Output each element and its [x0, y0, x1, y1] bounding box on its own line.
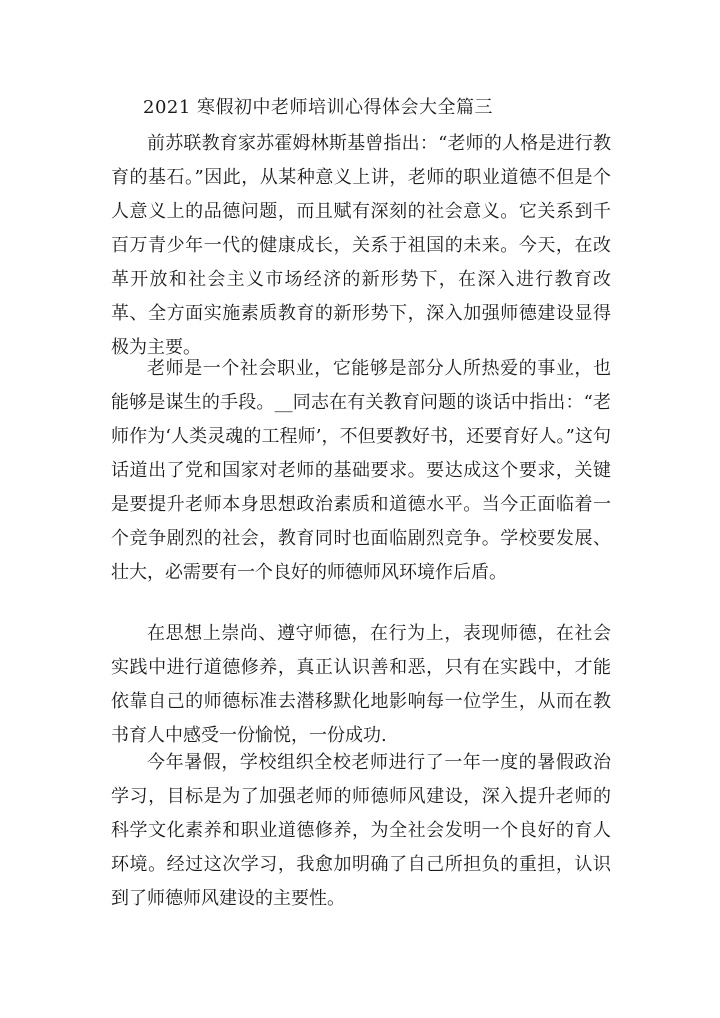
document-title: 2021 寒假初中老师培训心得体会大全篇三: [143, 97, 494, 118]
paragraph-3: 在思想上崇尚、遵守师德，在行为上，表现师德，在社会实践中进行道德修养，真正认识善和恶，只有在实践中，才能依靠自己的师德标准去潜移默化地影响每一位学生，从而在教书育人中感受一份愉悦，一份成功.: [111, 623, 611, 746]
paragraph-2: 老师是一个社会职业，它能够是部分人所热爱的事业，也能够是谋生的手段。__同志在有关教育问题的谈话中指出：“老师作为‘人类灵魂的工程师’，不但要教好书，还要育好人。”这句话道出了党和国家对老师的基础要求。要达成这个要求，关键是要提升老师本身思想政治素质和道德水平。当今正面临着一个竞争剧烈的社会，教育同时也面临剧烈竞争。学校要发展、壮大，必需要有一个良好的师德师风环境作后盾。: [111, 358, 611, 583]
paragraph-4: 今年暑假，学校组织全校老师进行了一年一度的暑假政治学习，目标是为了加强老师的师德师风建设，深入提升老师的科学文化素养和职业道德修养，为全社会发明一个良好的育人环境。经过这次学习，我愈加明确了自己所担负的重担，认识到了师德师风建设的主要性。: [111, 752, 611, 909]
paragraph-1: 前苏联教育家苏霍姆林斯基曾指出：“老师的人格是进行教育的基石。”因此，从某种意义上讲，老师的职业道德不但是个人意义上的品德问题，而且赋有深刻的社会意义。它关系到千百万青少年一代的健康成长，关系于祖国的未来。今天，在改革开放和社会主义市场经济的新形势下，在深入进行教育改革、全方面实施素质教育的新形势下，深入加强师德建设显得极为主要。: [111, 133, 611, 358]
